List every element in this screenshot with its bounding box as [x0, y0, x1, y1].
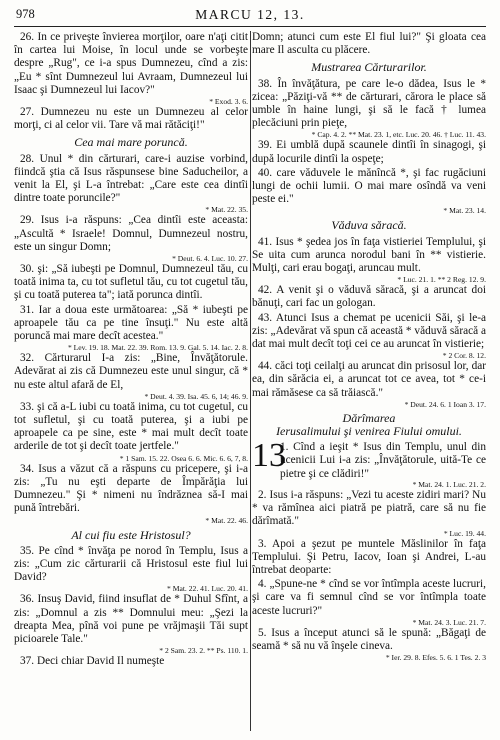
verse-13-2: 2. Isus i-a răspuns: „Vezi tu aceste zidiri mari? Nu * va rămînea aici piatră pe piatră, care să nu fie dărîmată." [252, 488, 486, 528]
verse-31: 31. Iar a doua este următoarea: „Să * iubeşti pe aproapele tău ca pe tine însuţi." Nu este altă poruncă mai mare decît acestea." [14, 303, 248, 343]
verse-32: 32. Cărturarul I-a zis: „Bine, Învăţătorule. Adevărat ai zis că Dumnezeu este unul singur, că * nu este altul afară de El, [14, 352, 248, 391]
cross-ref-41: * Luc. 21. 1. ** 2 Reg. 12. 9. [397, 275, 486, 285]
chapter-number: 13 [252, 437, 286, 475]
verse-13-4: 4. „Spune-ne * cînd se vor întîmpla aceste lucruri, şi care va fi semnul cînd se vor întîmpla toate aceste lucruri?" [252, 578, 486, 617]
cross-ref-29: * Deut. 6. 4. Luc. 10. 27. [172, 254, 248, 264]
verse-28: 28. Unul * din cărturari, care-i auzise vorbind, fiindcă ştia că Isus răspunsese bine Saducheilor, a venit la El, şi L-a întrebat: „Care este cea dintîi dintre toate poruncile?" [14, 152, 248, 205]
verse-26: 26. In ce priveşte învierea morţilor, oare n'aţi citit în cartea lui Moise, în locul unde se vorbeşte despre „Rug", ce i-a spus Dumnezeu, cînd a zis: „Eu * sînt Dumnezeul lui Avraam, Dumnezeul lui Isaac şi Dumnezeul lui Iacov?" [14, 31, 248, 96]
left-column [14, 31, 248, 731]
column-divider [250, 31, 251, 731]
section-heading-whose-son: Al cui fiu este Hristosul? [71, 527, 191, 542]
verse-34: 34. Isus a văzut că a răspuns cu pricepere, şi i-a zis: „Tu nu eşti departe de Împărăţia lui Dumnezeu." Şi * nimeni nu îndrăznea să-I mai pună întrebări. [14, 462, 248, 515]
verse-43: 43. Atunci Isus a chemat pe ucenicii Săi, şi le-a zis: „Adevărat vă spun că această * văduvă săracă a dat mai mult decît toţi cei ce au aruncat în vistierie; [252, 311, 486, 351]
verse-41: 41. Isus * şedea jos în faţa vistieriei Templului, şi Se uita cum arunca norodul bani în ** vistierie. Mulţi, cari erau bogaţi, aruncau mult. [252, 235, 486, 275]
verse-30: 30. şi: „Să iubeşti pe Domnul, Dumnezeul tău, cu toată inima ta, cu tot sufletul tău, cu tot cugetul tău, şi cu toată puterea ta"; iată porunca dintîi. [14, 263, 248, 302]
verse-37: 37. Deci chiar David Il numeşte [20, 655, 165, 668]
verse-13-5: 5. Isus a început atunci să le spună: „Băgaţi de seamă * să nu vă înşele cineva. [252, 626, 486, 652]
cross-ref-31: * Lev. 19. 18. Mat. 22. 39. Rom. 13. 9. Gal. 5. 14. Iac. 2. 8. [67, 343, 248, 353]
section-heading-destruction-line2: Ierusalimului şi venirea Fiului omului. [276, 424, 462, 439]
cross-ref-34: * Mat. 22. 46. [205, 515, 248, 525]
cross-ref-36: * 2 Sam. 23. 2. ** Ps. 110. 1. [159, 646, 248, 656]
verse-13-1: 1. Cînd a ieşit * Isus din Templu, unul din ucenicii Lui i-a zis: „Învăţătorule, uită-Te ce pietre şi ce clădiri!" [280, 441, 486, 480]
section-heading-destruction-line1: Dărîmarea [342, 410, 396, 425]
cross-ref-13-1: * Mat. 24. 1. Luc. 21. 2. [412, 479, 486, 489]
verse-29: 29. Isus i-a răspuns: „Cea dintîi este aceasta: „Ascultă * Israele! Domnul, Dumnezeul nostru, este un singur Domn; [14, 214, 248, 253]
cross-ref-38: * Cap. 4. 2. ** Mat. 23. 1, etc. Luc. 20. 46. † Luc. 11. 43. [311, 130, 486, 140]
verse-13-3: 3. Apoi a şezut pe muntele Măslinilor în faţa Templului. Şi Petru, Iacov, Ioan şi Andrei, L-au întrebat deoparte: [252, 537, 486, 576]
cross-ref-26: * Exod. 3. 6. [209, 97, 248, 107]
cross-ref-35: * Mat. 22. 41. Luc. 20. 41. [167, 584, 248, 594]
verse-39: 39. Ei umblă după scaunele dintîi în sinagogi, şi după locurile dintîi la ospeţe; [252, 139, 486, 165]
cross-ref-43: * 2 Cor. 8. 12. [442, 351, 486, 361]
verse-44: 44. căci toţi ceilalţi au aruncat din prisosul lor, dar ea, din sărăcia ei, a aruncat tot ce avea, tot * ce-i mai rămăsese ca să trăiască." [252, 360, 486, 399]
page-header [14, 6, 486, 27]
right-column [252, 31, 486, 731]
section-heading-poor-widow: Văduva săracă. [331, 218, 407, 233]
verse-35: 35. Pe cînd * învăţa pe norod în Templu, Isus a zis: „Cum zic cărturarii că Hristosul este fiul lui David? [14, 544, 248, 584]
cross-ref-32: * Deut. 4. 39. Isa. 45. 6, 14; 46. 9. [144, 391, 248, 401]
cross-ref-28: * Mat. 22. 35. [205, 205, 248, 215]
verse-36: 36. Insuş David, fiind insuflat de * Duhul Sfînt, a zis: „Domnul a zis ** Domnului meu: „Şezi la dreapta Mea, pînă voi pune pe vrăjmaşii Tăi supt picioarele Tale." [14, 593, 248, 645]
page-number: 978 [16, 7, 35, 21]
verse-38: 38. În învăţătura, pe care le-o dădea, Isus le * zicea: „Păziţi-vă ** de cărturari, cărora le place să umble în haine lungi, şi să le facă † lumea plecăciuni prin pieţe, [252, 77, 486, 130]
cross-ref-13-5: * Ier. 29. 8. Efes. 5. 6. 1 Tes. 2. 3 [385, 653, 486, 663]
cross-ref-33: * 1 Sam. 15. 22. Osea 6. 6. Mic. 6. 6, 7, 8. [119, 453, 248, 463]
cross-ref-44: * Deut. 24. 6. 1 Ioan 3. 17. [404, 399, 486, 409]
verse-40: 40. care văduvele le mănîncă *, şi fac rugăciuni lungi de ochii lumii. O mai mare osîndă va veni peste ei." [252, 166, 486, 206]
verse-33: 33. şi că a-L iubi cu toată inima, cu tot cugetul, cu tot sufletul, şi cu toată puterea, şi a iubi pe aproapele ca pe sine, este * mai mult decît toate arderile de tot şi decît toate jertfele." [14, 400, 248, 453]
cross-ref-13-2: * Luc. 19. 44. [443, 528, 486, 538]
cross-ref-13-4: * Mat. 24. 3. Luc. 21. 7. [412, 617, 486, 627]
verse-42: 42. A venit şi o văduvă săracă, şi a aruncat doi bănuţi, cari fac un gologan. [252, 284, 486, 310]
two-column-body [14, 31, 486, 731]
cross-ref-40: * Mat. 23. 14. [443, 206, 486, 216]
section-heading-greatest-commandment: Cea mai mare poruncă. [74, 135, 188, 150]
chapter-13-start [252, 437, 486, 481]
section-heading-rebuke-scribes: Mustrarea Cărturarilor. [311, 60, 427, 75]
running-title: MARCU 12, 13. [195, 7, 305, 22]
verse-37-continued: Domn; atunci cum este El fiul lui?" Şi gloata cea mare Il asculta cu plăcere. [252, 31, 486, 57]
verse-27: 27. Dumnezeu nu este un Dumnezeu al celor morţi, ci al celor vii. Tare vă mai rătăciţi!" [14, 106, 248, 132]
